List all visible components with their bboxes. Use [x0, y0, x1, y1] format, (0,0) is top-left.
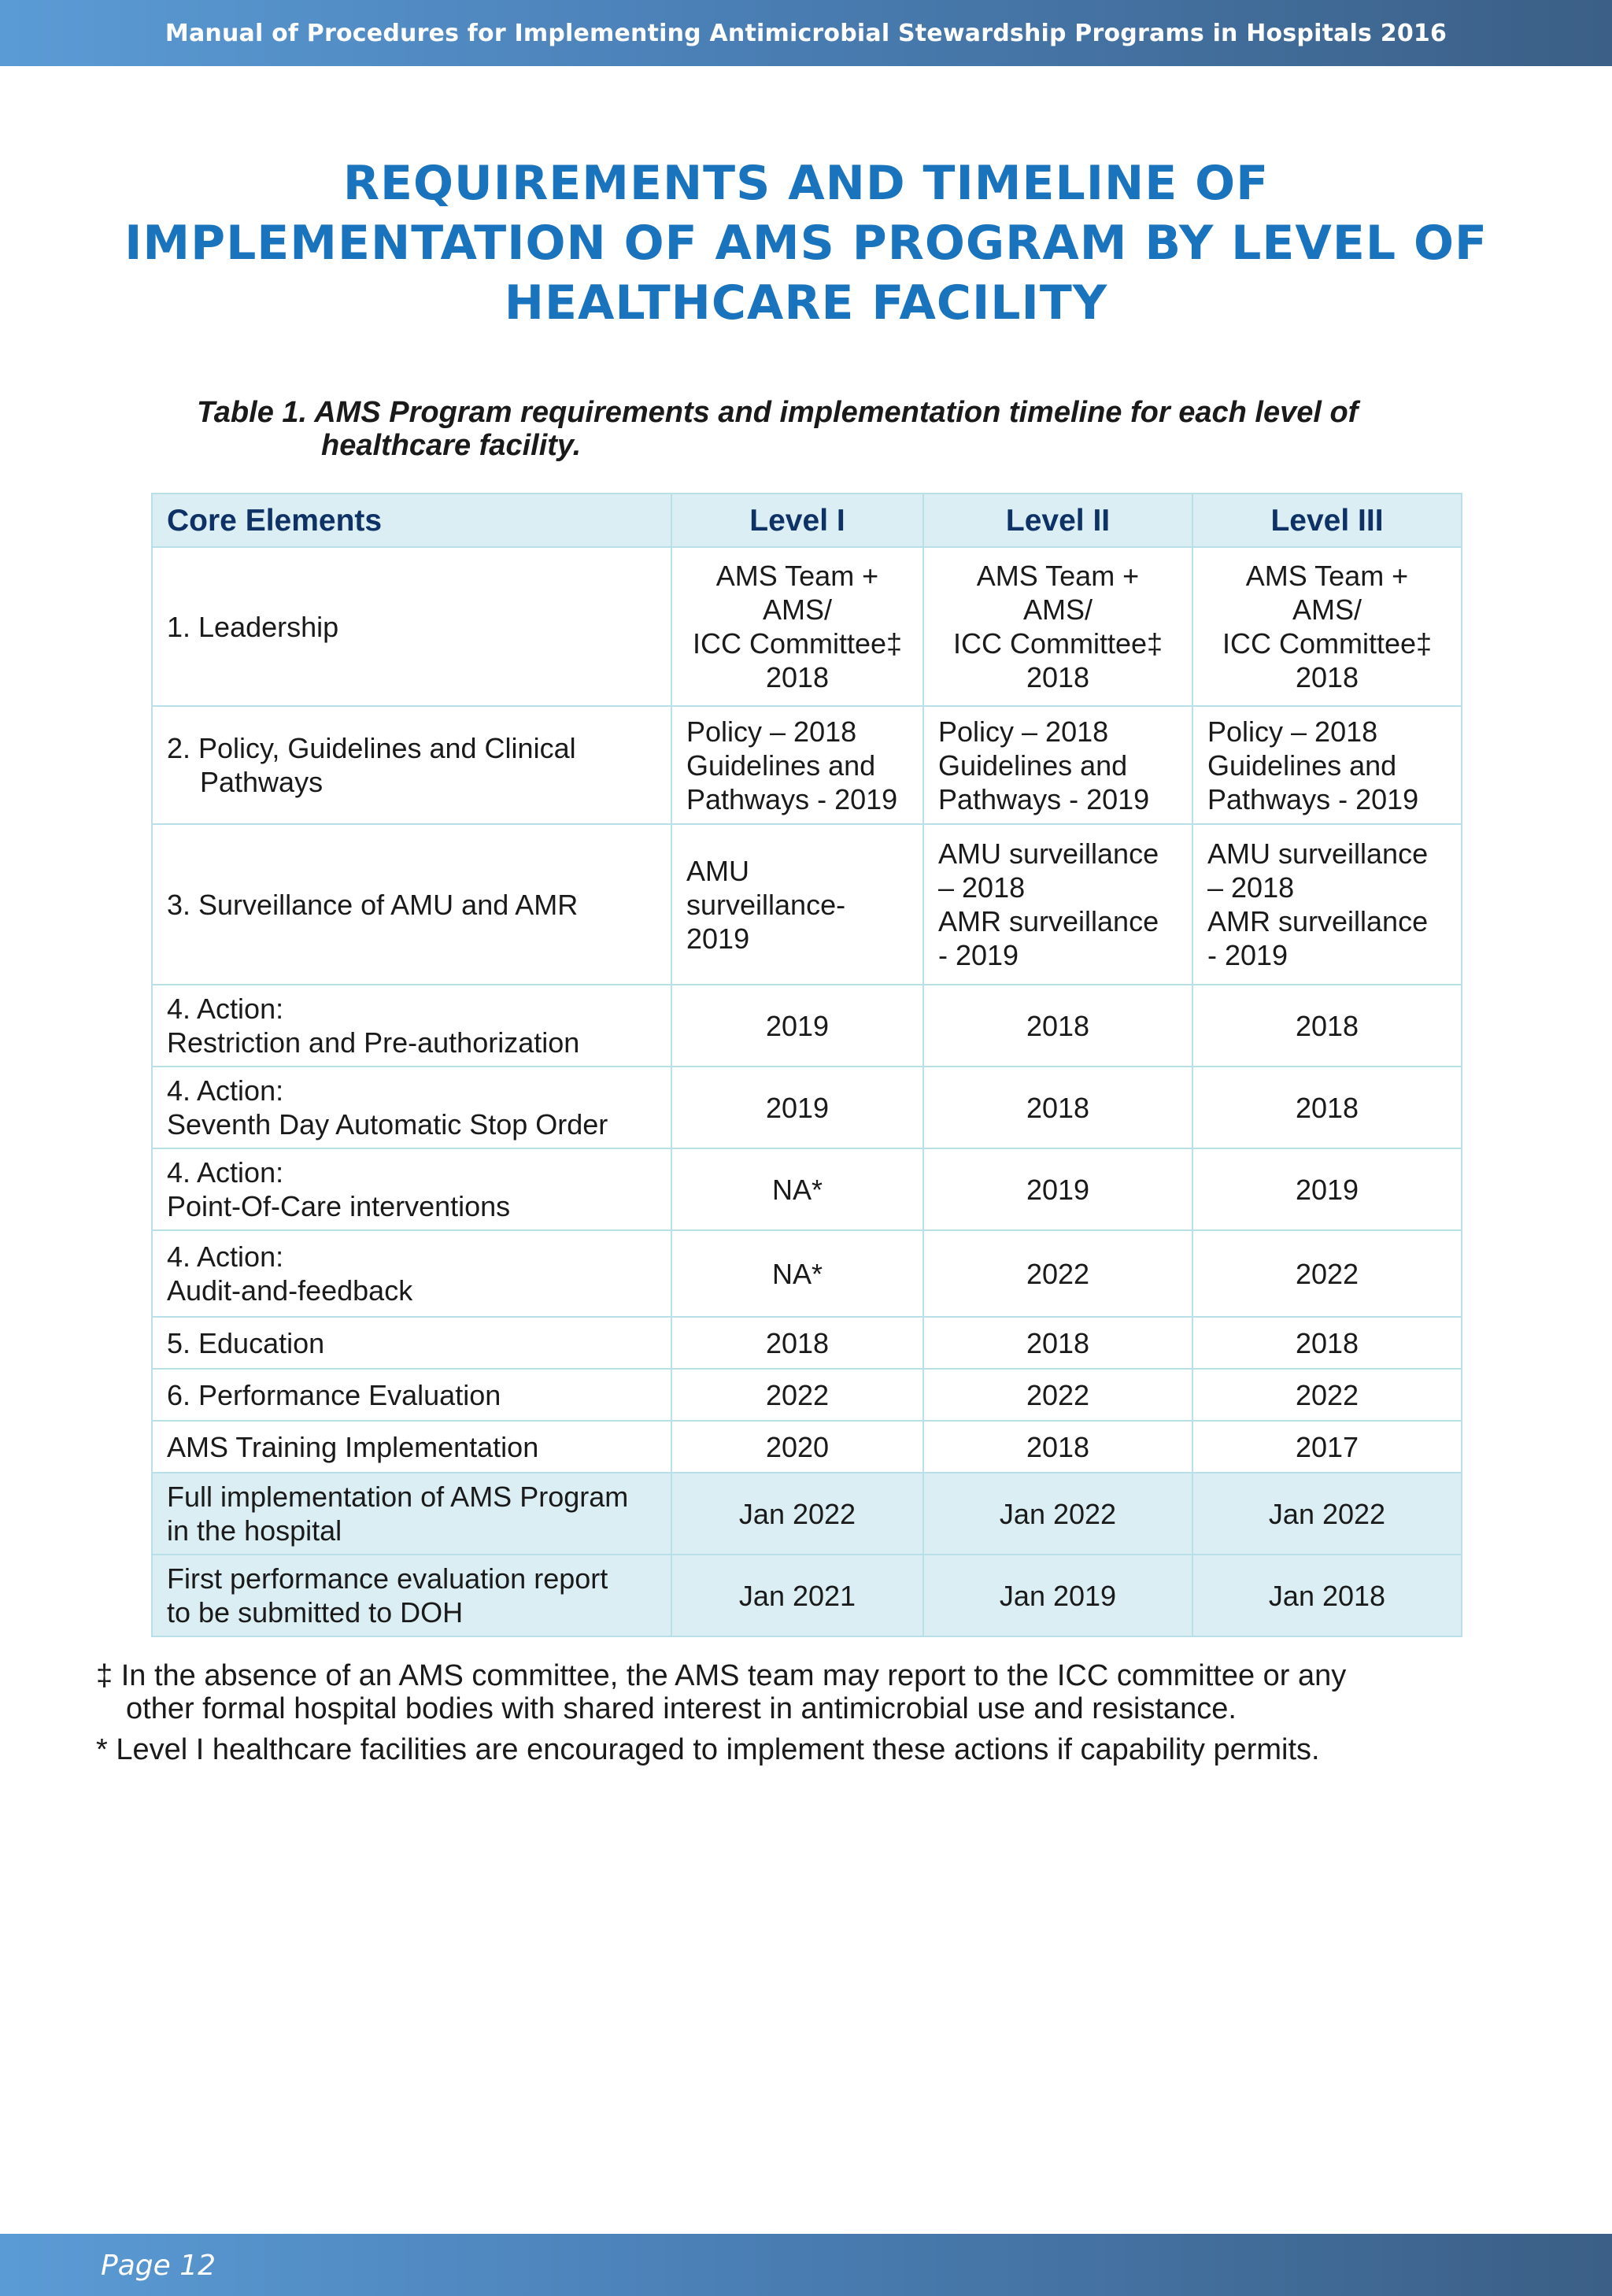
page-title-line: IMPLEMENTATION OF AMS PROGRAM BY LEVEL OF [124, 216, 1488, 271]
table-cell: 2019 [1192, 1148, 1462, 1230]
table-caption [197, 396, 1472, 462]
row-label-line: Audit-and-feedback [167, 1274, 413, 1307]
table-caption-line: Table 1. AMS Program requirements and implementation timeline for each level of [197, 396, 1359, 429]
table-cell [923, 706, 1192, 824]
table-row [152, 1421, 1462, 1473]
table-cell [671, 706, 923, 824]
cell-line: – 2018 [1207, 871, 1295, 904]
row-label [152, 1067, 671, 1148]
table-cell [671, 547, 923, 706]
cell-line: AMR surveillance [938, 905, 1159, 937]
column-header: Core Elements [152, 494, 671, 547]
cell-line: surveillance- [686, 888, 846, 921]
table-cell: 2018 [1192, 1067, 1462, 1148]
cell-line: Policy – 2018 [686, 715, 857, 748]
cell-line: AMU [686, 854, 749, 887]
footnote-line: other formal hospital bodies with shared interest in antimicrobial use and resistance. [126, 1692, 1237, 1725]
table-row-policy [152, 706, 1462, 824]
cell-line: 2018 [765, 661, 830, 693]
table-cell: NA* [671, 1230, 923, 1317]
row-label-line: First performance evaluation report [167, 1562, 608, 1595]
table-cell: Jan 2019 [923, 1555, 1192, 1636]
row-label: AMS Training Implementation [152, 1421, 671, 1473]
table-cell: 2019 [671, 985, 923, 1067]
footnote-asterisk: * Level I healthcare facilities are encouraged to implement these actions if capability permits. [96, 1733, 1320, 1766]
cell-line: AMS/ [1292, 593, 1362, 626]
page-number: Page 12 [101, 2250, 216, 2282]
table-cell: 2022 [923, 1369, 1192, 1421]
page-footer [0, 2234, 1612, 2296]
cell-line: 2018 [1026, 661, 1090, 693]
row-label: 1. Leadership [152, 547, 671, 706]
table-cell: 2022 [1192, 1369, 1462, 1421]
row-label [152, 1473, 671, 1555]
column-header: Level II [923, 494, 1192, 547]
table-cell: 2017 [1192, 1421, 1462, 1473]
row-label-line: to be submitted to DOH [167, 1596, 464, 1629]
table-cell: 2020 [671, 1421, 923, 1473]
table-header-row [152, 494, 1462, 547]
row-label [152, 1230, 671, 1317]
cell-line: 2018 [1295, 661, 1359, 693]
cell-line: - 2019 [938, 939, 1019, 971]
table-cell: 2019 [671, 1067, 923, 1148]
table-row-action [152, 1067, 1462, 1148]
table-cell: 2019 [923, 1148, 1192, 1230]
table-row-highlight [152, 1555, 1462, 1636]
cell-line: AMU surveillance [1207, 837, 1429, 870]
table-cell: 2022 [923, 1230, 1192, 1317]
table-cell: 2022 [671, 1369, 923, 1421]
row-label-line: Full implementation of AMS Program [167, 1481, 629, 1513]
table-cell: 2018 [1192, 1317, 1462, 1369]
table-row [152, 1369, 1462, 1421]
row-label [152, 1148, 671, 1230]
row-label: 5. Education [152, 1317, 671, 1369]
table-cell: 2018 [671, 1317, 923, 1369]
row-label-line: Point-Of-Care interventions [167, 1190, 511, 1222]
running-header [0, 0, 1612, 66]
table-cell: NA* [671, 1148, 923, 1230]
table-cell: 2022 [1192, 1230, 1462, 1317]
row-label: 3. Surveillance of AMU and AMR [152, 824, 671, 985]
table-cell: Jan 2018 [1192, 1555, 1462, 1636]
table-cell [671, 824, 923, 985]
row-label: 6. Performance Evaluation [152, 1369, 671, 1421]
row-label-line: Seventh Day Automatic Stop Order [167, 1108, 608, 1141]
table-cell: 2018 [923, 985, 1192, 1067]
cell-line: AMS/ [1022, 593, 1093, 626]
table-cell [1192, 547, 1462, 706]
page-title-line: REQUIREMENTS AND TIMELINE OF [342, 156, 1270, 211]
cell-line: Guidelines and [938, 749, 1128, 782]
table-cell: Jan 2022 [923, 1473, 1192, 1555]
table-row-surveillance [152, 824, 1462, 985]
table-cell [923, 824, 1192, 985]
cell-line: AMS Team + [976, 560, 1140, 592]
table-row-leadership [152, 547, 1462, 706]
row-label-line: 2. Policy, Guidelines and Clinical [167, 732, 576, 764]
cell-line: Pathways - 2019 [938, 782, 1150, 815]
cell-line: AMU surveillance [938, 837, 1159, 870]
table-row-highlight [152, 1473, 1462, 1555]
row-label [152, 1555, 671, 1636]
table-cell: 2018 [923, 1067, 1192, 1148]
cell-line: - 2019 [1207, 939, 1288, 971]
table-cell: 2018 [1192, 985, 1462, 1067]
cell-line: Policy – 2018 [1207, 715, 1378, 748]
table-cell: Jan 2022 [1192, 1473, 1462, 1555]
table-row-action [152, 1230, 1462, 1317]
cell-line: Guidelines and [686, 749, 876, 782]
cell-line: ICC Committee‡ [1222, 627, 1433, 660]
table-row [152, 1317, 1462, 1369]
cell-line: AMS Team + [715, 560, 879, 592]
table-cell [1192, 706, 1462, 824]
row-label-line: 4. Action: [167, 1156, 284, 1189]
cell-line: Guidelines and [1207, 749, 1397, 782]
table-cell: Jan 2022 [671, 1473, 923, 1555]
row-label-line: 4. Action: [167, 1074, 284, 1107]
table-cell: 2018 [923, 1317, 1192, 1369]
page-title [79, 153, 1533, 333]
running-header-text: Manual of Procedures for Implementing Antimicrobial Stewardship Programs in Hospitals 2016 [165, 19, 1447, 47]
table-cell: Jan 2021 [671, 1555, 923, 1636]
cell-line: AMS/ [762, 593, 832, 626]
row-label-line: in the hospital [167, 1514, 342, 1547]
footnotes [96, 1659, 1529, 1774]
table-row-action [152, 1148, 1462, 1230]
row-label-line: Restriction and Pre-authorization [167, 1026, 580, 1059]
table-cell [1192, 824, 1462, 985]
page-title-line: HEALTHCARE FACILITY [504, 275, 1108, 331]
cell-line: – 2018 [938, 871, 1026, 904]
cell-line: AMR surveillance [1207, 905, 1429, 937]
table-caption-line: healthcare facility. [321, 429, 582, 462]
column-header: Level III [1192, 494, 1462, 547]
row-label-line: 4. Action: [167, 1240, 284, 1273]
table-cell: 2018 [923, 1421, 1192, 1473]
ams-requirements-table [151, 493, 1462, 1637]
table-row-action [152, 985, 1462, 1067]
table-cell [923, 547, 1192, 706]
footnote-line: ‡ In the absence of an AMS committee, the AMS team may report to the ICC committee or any [96, 1659, 1347, 1692]
cell-line: ICC Committee‡ [692, 627, 903, 660]
row-label [152, 706, 671, 824]
footnote-double-dagger [96, 1659, 1529, 1725]
row-label-line: 4. Action: [167, 993, 284, 1025]
cell-line: Pathways - 2019 [686, 782, 898, 815]
column-header: Level I [671, 494, 923, 547]
cell-line: 2019 [686, 922, 750, 955]
cell-line: ICC Committee‡ [952, 627, 1163, 660]
cell-line: Pathways - 2019 [1207, 782, 1419, 815]
row-label-line: Pathways [200, 766, 324, 798]
cell-line: Policy – 2018 [938, 715, 1109, 748]
row-label [152, 985, 671, 1067]
cell-line: AMS Team + [1245, 560, 1409, 592]
